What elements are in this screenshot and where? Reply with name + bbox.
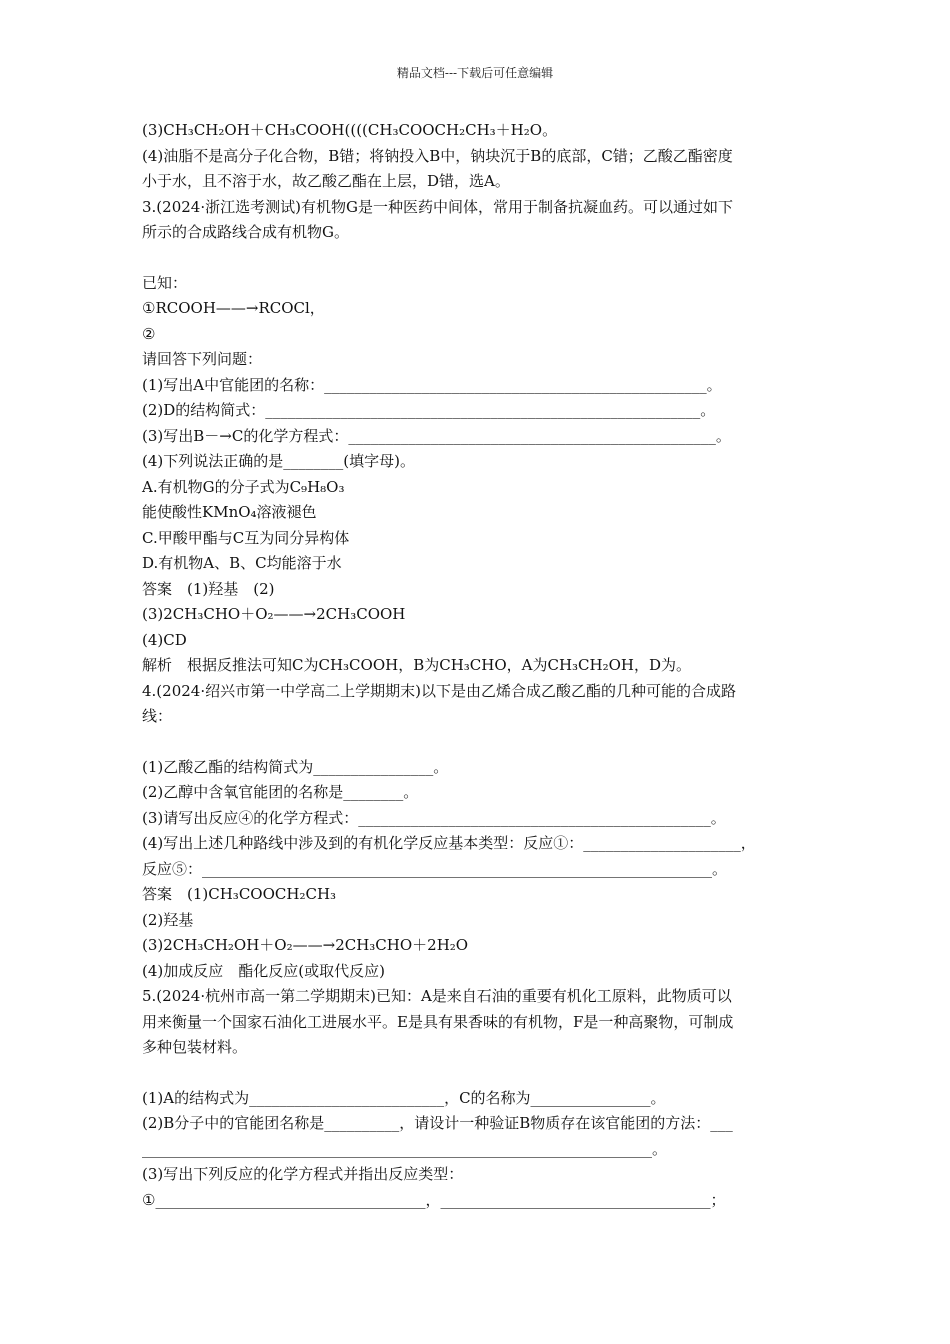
- text-line: (4)CD: [142, 630, 187, 649]
- text-line: (3)写出下列反应的化学方程式并指出反应类型：: [142, 1165, 464, 1183]
- text-line: ①____________________________________，____________________________________；: [142, 1190, 726, 1209]
- text-line: (1)A的结构式为__________________________，C的名称为________________。: [142, 1088, 666, 1107]
- text-line: (3)2CH₃CH₂OH＋O₂——→2CH₃CHO＋2H₂O: [142, 936, 469, 954]
- question-4-stem: 4.(2024·绍兴市第一中学高二上学期期末)以下是由乙烯合成乙酸乙酯的几种可能的合成路: [142, 681, 736, 700]
- page-header: 精品文档---下载后可任意编辑: [396, 66, 554, 80]
- text-line: 请回答下列问题：: [142, 350, 263, 368]
- text-line: ____________________________________________________________________。: [142, 1139, 668, 1158]
- text-line: (1)乙酸乙酯的结构简式为________________。: [142, 757, 449, 776]
- text-line: 线：: [142, 707, 173, 725]
- figure-placeholder: [142, 246, 822, 271]
- text-line: D.有机物A、B、C均能溶于水: [142, 554, 342, 572]
- text-line: (2)B分子中的官能团名称是__________，请设计一种验证B物质存在该官能团的方法：___: [142, 1114, 733, 1132]
- text-line: 用来衡量一个国家石油化工进展水平。E是具有果香味的有机物，F是一种高聚物，可制成: [142, 1012, 734, 1031]
- text-line: A.有机物G的分子式为C₉H₈O₃: [142, 477, 345, 496]
- text-line: (4)写出上述几种路线中涉及到的有机化学反应基本类型：反应①：_____________________，: [142, 834, 756, 852]
- text-line: ②: [142, 324, 156, 343]
- question-3-stem: 3.(2024·浙江选考测试)有机物G是一种医药中间体，常用于制备抗凝血药。可以通过如下: [142, 197, 733, 216]
- answer-line: 答案 (1)CH₃COOCH₂CH₃: [142, 885, 337, 903]
- text-line: ①RCOOH——→RCOCl，: [142, 299, 325, 317]
- text-line: 小于水，且不溶于水，故乙酸乙酯在上层，D错，选A。: [142, 172, 510, 190]
- figure-placeholder: [142, 1061, 822, 1086]
- text-line: (2)D的结构简式：__________________________________________________________。: [142, 401, 716, 419]
- text-line: 已知：: [142, 273, 188, 292]
- analysis-line: 解析 根据反推法可知C为CH₃COOH，B为CH₃CHO，A为CH₃CH₂OH，D为。: [142, 656, 692, 674]
- text-line: (2)乙醇中含氧官能团的名称是________。: [142, 783, 419, 801]
- text-line: (3)请写出反应④的化学方程式：_______________________________________________。: [142, 808, 726, 827]
- text-line: (1)写出A中官能团的名称：___________________________________________________。: [142, 375, 722, 394]
- text-line: (4)加成反应 酯化反应(或取代反应): [142, 961, 385, 980]
- text-line: 多种包装材料。: [142, 1038, 248, 1056]
- text-line: 反应⑤：____________________________________________________________________。: [142, 859, 728, 878]
- text-line: (4)油脂不是高分子化合物，B错；将钠投入B中，钠块沉于B的底部，C错；乙酸乙酯密度: [142, 146, 733, 165]
- question-5-stem: 5.(2024·杭州市高一第二学期期末)已知：A是来自石油的重要有机化工原料，此物质可以: [142, 987, 732, 1005]
- document-body: [142, 118, 822, 1213]
- figure-placeholder: [142, 730, 822, 755]
- text-line: (2)羟基: [142, 910, 194, 929]
- text-line: C.甲酸甲酯与C互为同分异构体: [142, 528, 350, 547]
- answer-line: 答案 (1)羟基 (2): [142, 579, 275, 598]
- text-line: 能使酸性KMnO₄溶液褪色: [142, 503, 317, 521]
- text-line: (4)下列说法正确的是________(填字母)。: [142, 452, 415, 470]
- text-line: (3)写出B－→C的化学方程式：_________________________________________________。: [142, 426, 731, 445]
- text-line: 所示的合成路线合成有机物G。: [142, 223, 349, 241]
- text-line: (3)2CH₃CHO＋O₂——→2CH₃COOH: [142, 605, 406, 623]
- text-line: (3)CH₃CH₂OH＋CH₃COOH((((CH₃COOCH₂CH₃＋H₂O。: [142, 121, 558, 139]
